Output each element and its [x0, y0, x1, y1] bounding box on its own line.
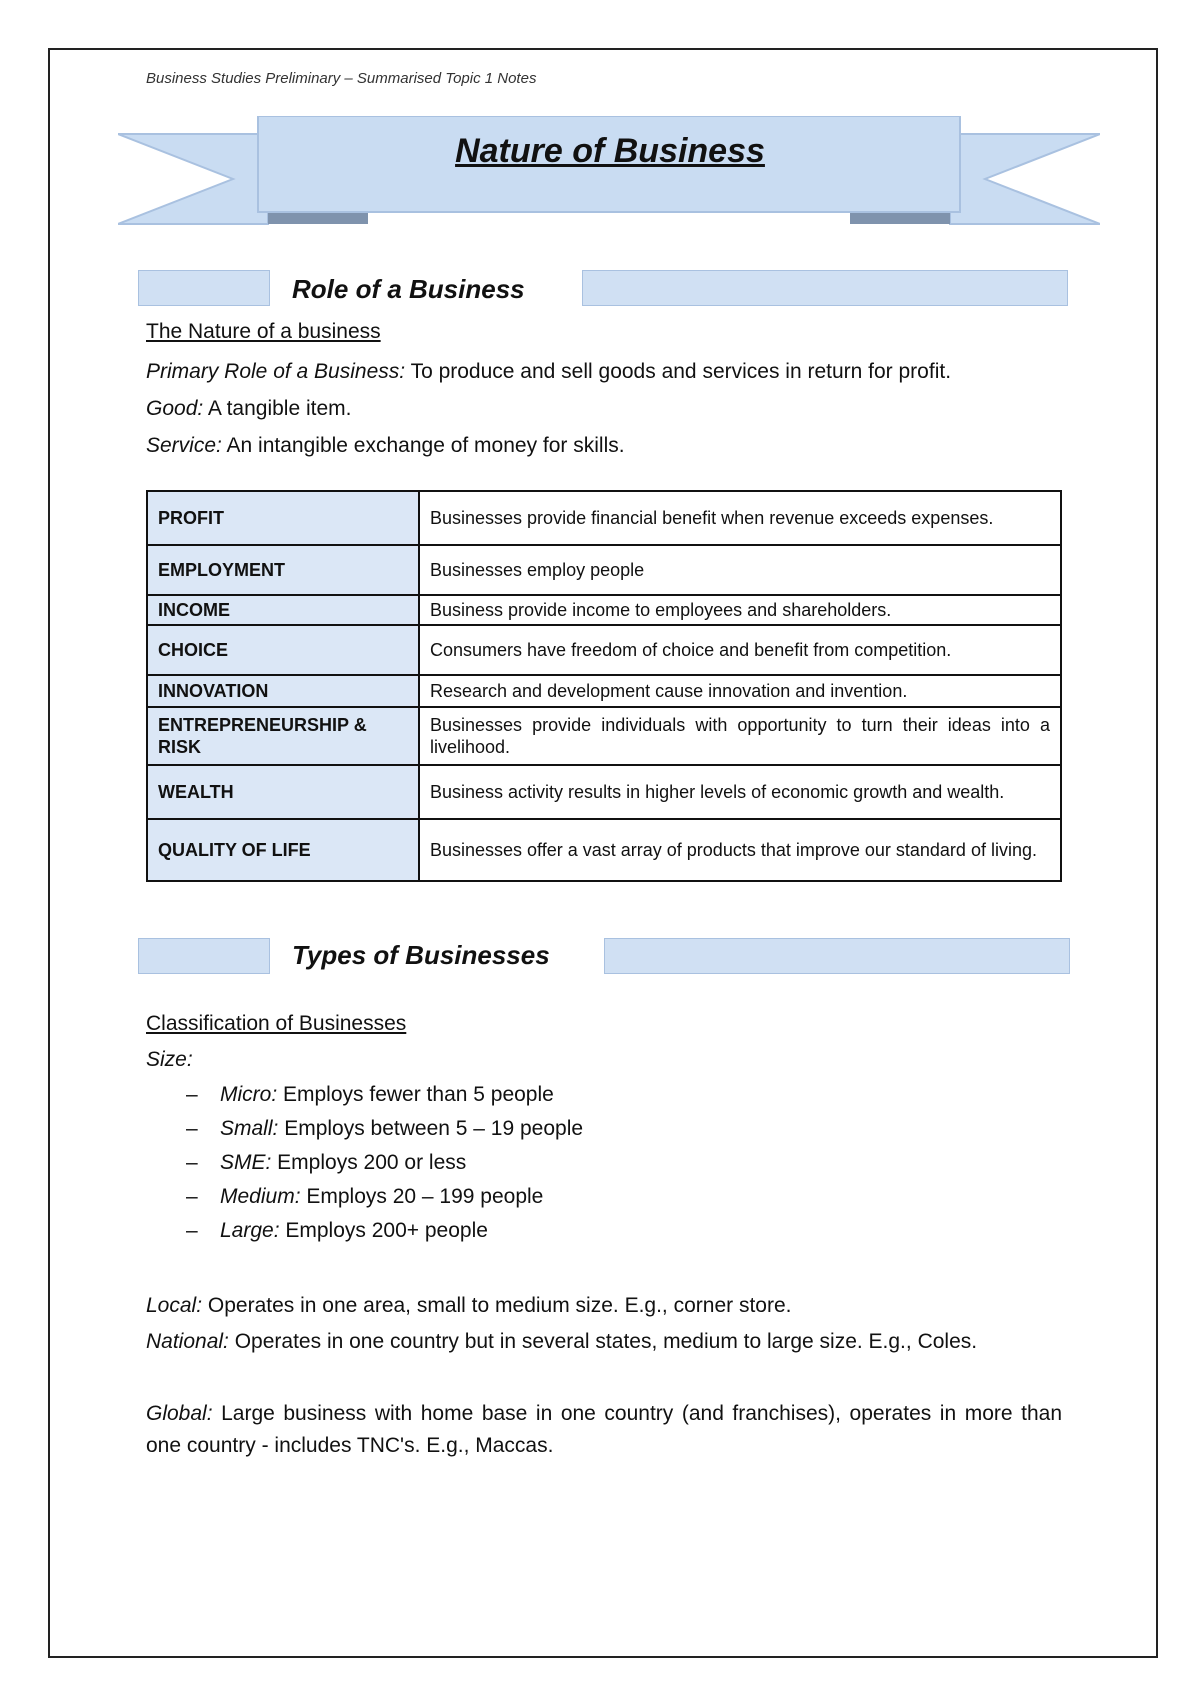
scope-national	[146, 1326, 1062, 1358]
table-row	[147, 819, 1061, 881]
size-term: Medium:	[220, 1185, 301, 1208]
table-row	[147, 625, 1061, 675]
role-term: INNOVATION	[147, 675, 419, 707]
list-item: – Large: Employs 200+ people	[186, 1219, 488, 1242]
size-text: Employs between 5 – 19 people	[278, 1117, 584, 1140]
size-list	[186, 1078, 583, 1248]
role-term: INCOME	[147, 595, 419, 625]
definition-term: Service:	[146, 434, 222, 457]
section-title-types: Types of Businesses	[292, 940, 550, 970]
role-term: WEALTH	[147, 765, 419, 819]
definition-service	[146, 432, 625, 459]
subheading-classification: Classification of Businesses	[146, 1012, 407, 1035]
role-desc: Research and development cause innovation and invention.	[419, 675, 1061, 707]
role-term: PROFIT	[147, 491, 419, 545]
subheading-nature: The Nature of a business	[146, 320, 381, 343]
size-text: Employs 200 or less	[271, 1151, 467, 1174]
size-term: Large:	[220, 1219, 280, 1242]
table-row	[147, 675, 1061, 707]
list-item: – Medium: Employs 20 – 199 people	[186, 1185, 544, 1208]
definition-text: A tangible item.	[203, 397, 352, 420]
definition-primary-role	[146, 358, 951, 385]
section-title-role: Role of a Business	[292, 274, 525, 304]
roles-table	[146, 490, 1062, 882]
scope-term: Local:	[146, 1294, 203, 1317]
header-note: Business Studies Preliminary – Summarised Topic 1 Notes	[146, 70, 537, 87]
role-desc: Businesses employ people	[419, 545, 1061, 595]
scope-local	[146, 1290, 1062, 1322]
size-text: Employs 200+ people	[279, 1219, 488, 1242]
role-desc: Businesses offer a vast array of products that improve our standard of living.	[419, 819, 1061, 881]
definition-good	[146, 395, 351, 422]
scope-text: Operates in one country but in several states, medium to large size. E.g., Coles.	[228, 1330, 978, 1353]
size-label: Size:	[146, 1048, 193, 1071]
role-term: QUALITY OF LIFE	[147, 819, 419, 881]
size-term: Micro:	[220, 1083, 278, 1106]
scope-text: Large business with home base in one country (and franchises), operates in more than one country - includes TNC's. E.g., Maccas.	[146, 1402, 1062, 1457]
table-row	[147, 595, 1061, 625]
table-row	[147, 765, 1061, 819]
size-text: Employs 20 – 199 people	[300, 1185, 544, 1208]
role-desc: Business provide income to employees and shareholders.	[419, 595, 1061, 625]
size-term: SME:	[220, 1151, 272, 1174]
table-row	[147, 707, 1061, 765]
scope-term: National:	[146, 1330, 229, 1353]
page-title: Nature of Business	[455, 132, 765, 170]
definition-text: An intangible exchange of money for skills.	[221, 434, 625, 457]
table-row	[147, 491, 1061, 545]
section-bar-left	[138, 938, 270, 974]
size-term: Small:	[220, 1117, 279, 1140]
section-bar-left	[138, 270, 270, 306]
role-desc: Consumers have freedom of choice and benefit from competition.	[419, 625, 1061, 675]
section-bar-right	[582, 270, 1068, 306]
list-item: – Micro: Employs fewer than 5 people	[186, 1083, 554, 1106]
list-item: – SME: Employs 200 or less	[186, 1151, 467, 1174]
list-item: – Small: Employs between 5 – 19 people	[186, 1117, 584, 1140]
role-desc: Businesses provide financial benefit when revenue exceeds expenses.	[419, 491, 1061, 545]
section-bar-right	[604, 938, 1070, 974]
scope-term: Global:	[146, 1402, 213, 1425]
role-term: ENTREPRENEURSHIP & RISK	[147, 707, 419, 765]
scope-text: Operates in one area, small to medium size. E.g., corner store.	[202, 1294, 792, 1317]
role-term: CHOICE	[147, 625, 419, 675]
definition-term: Good:	[146, 397, 204, 420]
role-term: EMPLOYMENT	[147, 545, 419, 595]
role-desc: Business activity results in higher levels of economic growth and wealth.	[419, 765, 1061, 819]
table-row	[147, 545, 1061, 595]
size-text: Employs fewer than 5 people	[277, 1083, 554, 1106]
definition-text: To produce and sell goods and services in return for profit.	[405, 360, 952, 383]
definition-term: Primary Role of a Business:	[146, 360, 406, 383]
role-desc: Businesses provide individuals with opportunity to turn their ideas into a livelihood.	[419, 707, 1061, 765]
scope-global	[146, 1398, 1062, 1462]
